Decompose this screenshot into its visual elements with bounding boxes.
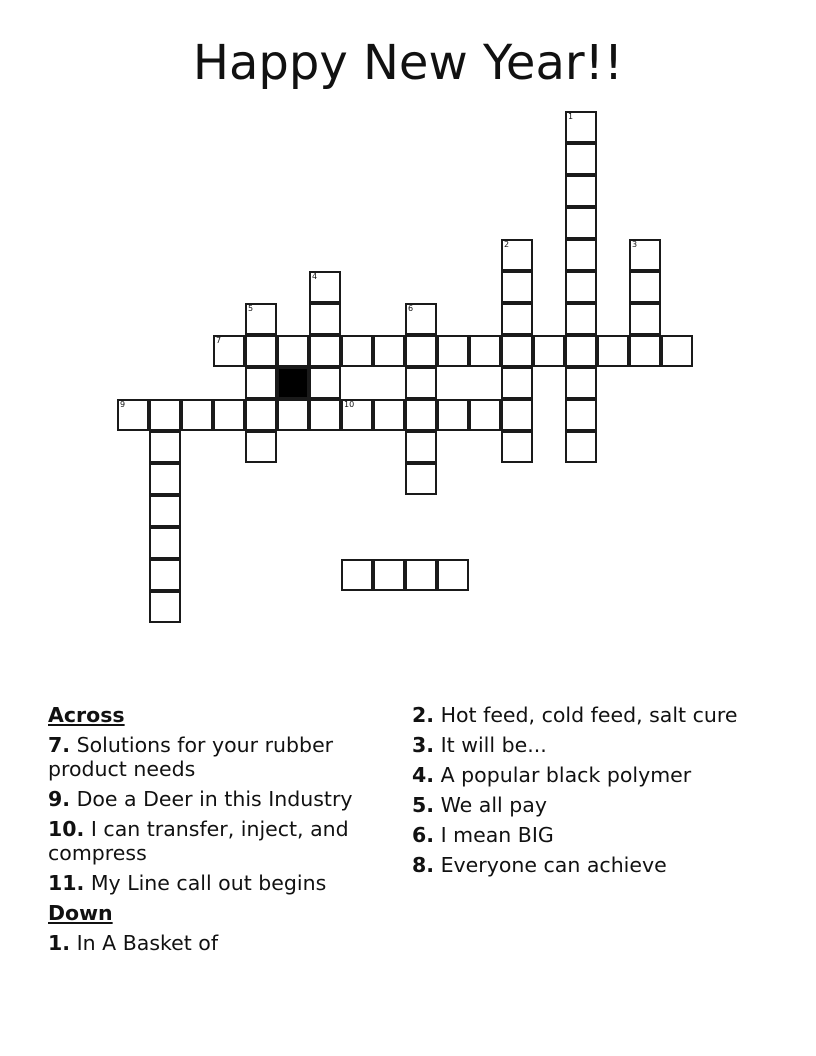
clue-number: 5.	[412, 793, 435, 817]
grid-cell[interactable]	[341, 559, 373, 591]
clue-number: 2.	[412, 703, 435, 727]
grid-cell[interactable]	[277, 399, 309, 431]
grid-cell[interactable]	[565, 143, 597, 175]
clues-right-column	[412, 703, 742, 883]
clue-number-label: 5	[248, 304, 254, 313]
clue-number-label: 4	[312, 272, 318, 281]
clue-text: A popular black polymer	[440, 763, 692, 787]
clue-number-label: 1	[568, 112, 574, 121]
grid-cell[interactable]	[277, 335, 309, 367]
grid-cell[interactable]	[309, 271, 341, 303]
grid-cell[interactable]	[309, 367, 341, 399]
grid-cell[interactable]	[565, 207, 597, 239]
grid-cell[interactable]	[149, 463, 181, 495]
grid-cell[interactable]	[149, 527, 181, 559]
grid-cell[interactable]	[565, 303, 597, 335]
grid-cell[interactable]	[501, 335, 533, 367]
grid-cell[interactable]	[533, 335, 565, 367]
clue-down-5	[412, 793, 742, 817]
grid-cell[interactable]	[373, 399, 405, 431]
grid-cell[interactable]	[437, 399, 469, 431]
clue-number-label: 2	[504, 240, 510, 249]
clue-text: I can transfer, inject, and compress	[48, 817, 349, 865]
grid-cell[interactable]	[245, 367, 277, 399]
grid-cell[interactable]	[405, 303, 437, 335]
grid-cell[interactable]	[341, 399, 373, 431]
grid-cell[interactable]	[149, 495, 181, 527]
grid-cell[interactable]	[181, 399, 213, 431]
grid-cell[interactable]	[117, 399, 149, 431]
clue-text: My Line call out begins	[90, 871, 327, 895]
grid-cell[interactable]	[245, 431, 277, 463]
grid-cell[interactable]	[629, 303, 661, 335]
clue-down-8	[412, 853, 742, 877]
grid-cell[interactable]	[565, 175, 597, 207]
grid-cell[interactable]	[213, 335, 245, 367]
grid-cell[interactable]	[405, 399, 437, 431]
grid-cell[interactable]	[373, 559, 405, 591]
clue-text: Everyone can achieve	[440, 853, 667, 877]
clue-number: 3.	[412, 733, 435, 757]
clue-number: 1.	[48, 931, 71, 955]
clue-number-label: 6	[408, 304, 414, 313]
grid-cell[interactable]	[149, 431, 181, 463]
grid-cell[interactable]	[405, 335, 437, 367]
grid-cell[interactable]	[501, 239, 533, 271]
grid-cell[interactable]	[341, 335, 373, 367]
grid-cell[interactable]	[213, 399, 245, 431]
grid-cell[interactable]	[245, 399, 277, 431]
grid-cell[interactable]	[565, 399, 597, 431]
clue-number: 9.	[48, 787, 71, 811]
grid-cell[interactable]	[405, 367, 437, 399]
clue-down-3	[412, 733, 742, 757]
clue-across-10	[48, 817, 383, 865]
grid-cell[interactable]	[405, 559, 437, 591]
grid-cell[interactable]	[149, 559, 181, 591]
grid-cell[interactable]	[565, 111, 597, 143]
clue-number: 8.	[412, 853, 435, 877]
grid-cell[interactable]	[437, 335, 469, 367]
grid-cell[interactable]	[501, 431, 533, 463]
grid-cell[interactable]	[149, 399, 181, 431]
clue-text: In A Basket of	[76, 931, 219, 955]
grid-cell[interactable]	[501, 399, 533, 431]
grid-cell[interactable]	[469, 399, 501, 431]
clue-text: It will be...	[440, 733, 547, 757]
grid-cell[interactable]	[629, 335, 661, 367]
clue-text: Doe a Deer in this Industry	[76, 787, 353, 811]
clue-across-7	[48, 733, 383, 781]
grid-cell[interactable]	[565, 431, 597, 463]
grid-cell[interactable]	[405, 463, 437, 495]
clues-left-column	[48, 703, 383, 961]
clue-number-label: 9	[120, 400, 126, 409]
clue-text: I mean BIG	[440, 823, 554, 847]
clue-number: 6.	[412, 823, 435, 847]
grid-cell[interactable]	[629, 271, 661, 303]
clue-across-9	[48, 787, 383, 811]
grid-block-cell	[277, 367, 309, 399]
clue-number-label: 10	[344, 400, 355, 409]
across-heading: Across	[48, 703, 125, 727]
grid-cell[interactable]	[661, 335, 693, 367]
grid-cell[interactable]	[501, 367, 533, 399]
clue-number: 7.	[48, 733, 71, 757]
clue-down-6	[412, 823, 742, 847]
grid-cell[interactable]	[309, 303, 341, 335]
grid-cell[interactable]	[405, 431, 437, 463]
grid-cell[interactable]	[245, 303, 277, 335]
grid-cell[interactable]	[565, 239, 597, 271]
grid-cell[interactable]	[373, 335, 405, 367]
grid-cell[interactable]	[149, 591, 181, 623]
grid-cell[interactable]	[565, 271, 597, 303]
clue-down-1	[48, 931, 383, 955]
grid-cell[interactable]	[565, 335, 597, 367]
grid-cell[interactable]	[245, 335, 277, 367]
clue-number: 11.	[48, 871, 85, 895]
clue-number: 4.	[412, 763, 435, 787]
clue-down-2	[412, 703, 742, 727]
down-heading: Down	[48, 901, 113, 925]
clue-down-4	[412, 763, 742, 787]
grid-cell[interactable]	[565, 367, 597, 399]
grid-cell[interactable]	[501, 271, 533, 303]
clue-number-label: 3	[632, 240, 638, 249]
grid-cell[interactable]	[309, 335, 341, 367]
grid-cell[interactable]	[597, 335, 629, 367]
grid-cell[interactable]	[629, 239, 661, 271]
puzzle-title: Happy New Year!!	[192, 35, 624, 91]
grid-cell[interactable]	[469, 335, 501, 367]
clue-number: 10.	[48, 817, 85, 841]
clue-number-label: 7	[216, 336, 222, 345]
clue-across-11	[48, 871, 383, 895]
clue-text: Solutions for your rubber product needs	[48, 733, 334, 781]
grid-cell[interactable]	[501, 303, 533, 335]
grid-cell[interactable]	[437, 559, 469, 591]
clue-text: We all pay	[440, 793, 547, 817]
clue-text: Hot feed, cold feed, salt cure	[440, 703, 738, 727]
grid-cell[interactable]	[309, 399, 341, 431]
